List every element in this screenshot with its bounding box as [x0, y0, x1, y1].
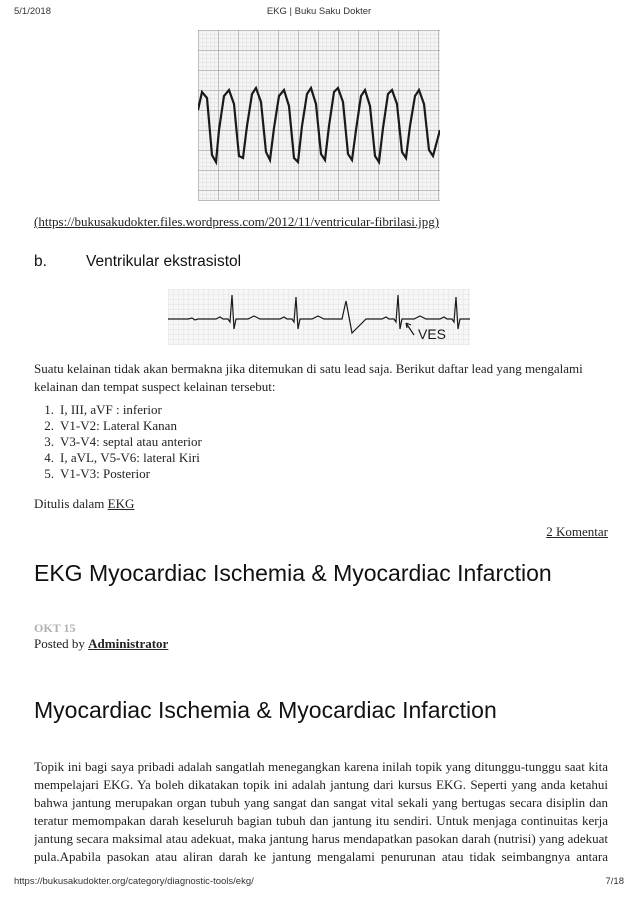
print-page-number: 7/18 [605, 876, 624, 887]
posted-by [34, 636, 168, 652]
print-title: EKG | Buku Saku Dokter [266, 6, 372, 17]
posted-in-label: Ditulis dalam [34, 496, 105, 511]
comments [546, 524, 608, 540]
ecg-ves-image [168, 289, 470, 345]
section-title: Myocardiac Ischemia & Myocardiac Infarction [34, 697, 497, 723]
post-date: OKT 15 [34, 621, 76, 635]
list-item: 4. I, aVL, V5-V6: lateral Kiri [44, 450, 200, 465]
image-source-url[interactable]: (https://bukusakudokter.files.wordpress.com/2012/11/ventricular-fibrilasi.jpg) [34, 214, 440, 229]
category-link-ekg[interactable]: EKG [107, 496, 135, 511]
lead-list [34, 402, 202, 482]
author-link[interactable]: Administrator [88, 636, 169, 651]
list-item: 5. V1-V3: Posterior [44, 466, 150, 481]
posted-in [34, 496, 134, 512]
subheading-text: Ventrikular ekstrasistol [86, 253, 242, 270]
ves-annotation: VES [418, 326, 447, 342]
ecg-ventricular-fibrillation-image [198, 30, 440, 201]
print-footer [14, 876, 624, 887]
lead-intro-paragraph: Suatu kelainan tidak akan bermakna jika ditemukan di satu lead saja. Berikut daftar lead yang mengalami kelainan dan tempat suspect kelainan tersebut: [34, 361, 583, 394]
posted-by-label: Posted by [34, 636, 85, 651]
post-body: Topik ini bagi saya pribadi adalah sangatlah menegangkan karena inilah topik yang ditunggu-tunggu saat kita mempelajari EKG. Ya boleh dikatakan topik ini adalah jantung dari kursus EKG. Seperti yang anda ketahui bahwa jantung merupakan organ tubuh yang sangat dan sangat vital sekali yang bertugas secara disiplin dan teratur memompakan darah keseluruh bagian tubuh dan jantung itu sendiri. Untuk menjaga continuitas kerja jantung secara maksimal atau adekuat, maka jantung harus mendapatkan pasokan darah (nutrisi) yang adekuat pula.Apabila pasokan atau aliran darah ke jantung mengalami penurunan atau tidak seimbangnya antara [34, 759, 608, 864]
list-item: 3. V3-V4: septal atau anterior [44, 434, 202, 449]
list-item: 1. I, III, aVF : inferior [44, 402, 162, 417]
print-header [14, 6, 624, 17]
print-url: https://bukusakudokter.org/category/diagnostic-tools/ekg/ [14, 876, 254, 887]
post-title[interactable]: EKG Myocardiac Ischemia & Myocardiac Infarction [34, 560, 552, 586]
print-date: 5/1/2018 [14, 6, 51, 17]
comments-link[interactable]: 2 Komentar [546, 524, 608, 539]
image-source-link[interactable] [34, 214, 439, 230]
subheading-ventricular-extrasystole [34, 253, 241, 271]
list-item: 2. V1-V2: Lateral Kanan [44, 418, 177, 433]
subheading-marker: b. [34, 253, 47, 270]
